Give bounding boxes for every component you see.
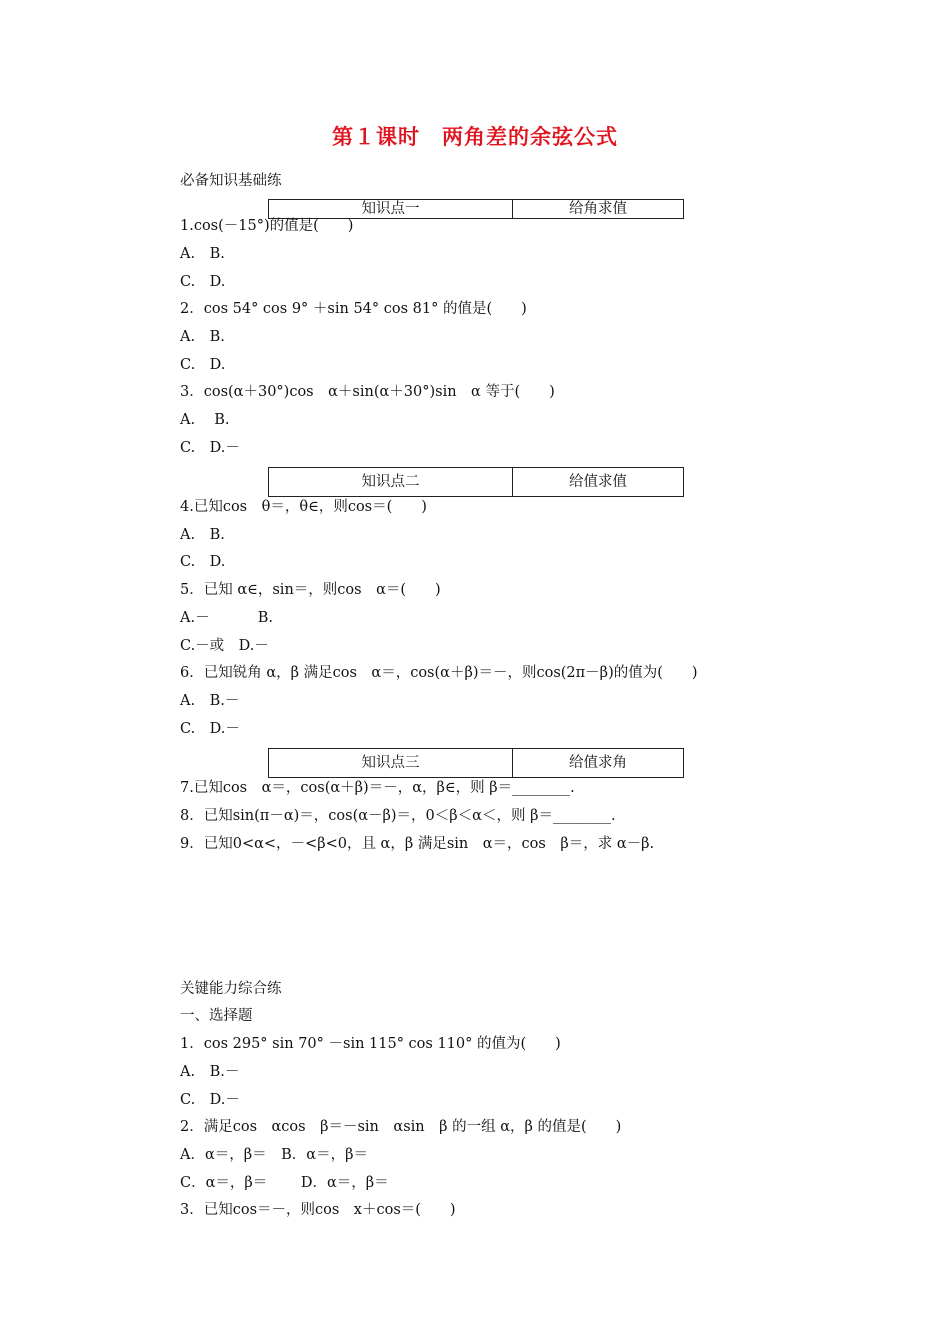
- question-5: 5．已知 α∈，sin＝，则cos α＝( ): [180, 582, 441, 598]
- knowledge-point-label: 知识点一: [269, 200, 513, 218]
- page-title: 第１课时 两角差的余弦公式: [332, 124, 618, 149]
- question-6-options-ab: A. B.－: [180, 693, 240, 709]
- question-6: 6．已知锐角 α，β 满足cos α＝，cos(α＋β)＝－，则cos(2π－β)的值为( ): [180, 665, 698, 681]
- knowledge-point-topic: 给值求角: [569, 755, 627, 771]
- question-1-options-cd: C. D.: [180, 274, 226, 290]
- question-6-options-cd: C. D.－: [180, 721, 240, 737]
- exercise-1: 1．cos 295° sin 70° －sin 115° cos 110° 的值为( ): [180, 1036, 561, 1052]
- part-heading-choice: 一、选择题: [180, 1008, 253, 1024]
- section-heading-basic: 必备知识基础练: [180, 173, 282, 189]
- knowledge-point-2: [268, 467, 684, 497]
- question-4-options-cd: C. D.: [180, 554, 226, 570]
- exercise-1-options-ab: A. B.－: [180, 1064, 240, 1080]
- knowledge-point-3: [268, 748, 684, 778]
- question-7: 7.已知cos α＝，cos(α＋β)＝－，α，β∈，则 β＝________.: [180, 780, 575, 796]
- exercise-2-options-ab: A．α＝，β＝ B．α＝，β＝: [180, 1147, 368, 1163]
- knowledge-point-label: 知识点三: [269, 749, 513, 777]
- question-2-options-cd: C. D.: [180, 357, 226, 373]
- exercise-3: 3．已知cos＝－，则cos x＋cos＝( ): [180, 1202, 456, 1218]
- exercise-2: 2．满足cos αcos β＝－sin αsin β 的一组 α，β 的值是( ): [180, 1119, 622, 1135]
- question-4-options-ab: A. B.: [180, 527, 225, 543]
- exercise-1-options-cd: C. D.－: [180, 1092, 240, 1108]
- question-2: 2．cos 54° cos 9° ＋sin 54° cos 81° 的值是( ): [180, 301, 527, 317]
- section-heading-ability: 关键能力综合练: [180, 981, 282, 997]
- question-9: 9．已知0<α<，－<β<0，且 α，β 满足sin α＝，cos β＝，求 α－β.: [180, 836, 655, 852]
- knowledge-point-topic: 给值求值: [569, 474, 627, 490]
- question-5-options-cd: C.－或 D.－: [180, 638, 269, 654]
- knowledge-point-topic: 给角求值: [569, 201, 627, 217]
- question-5-options-ab: A.－ B.: [180, 610, 273, 626]
- exercise-2-options-cd: C．α＝，β＝ D．α＝，β＝: [180, 1175, 389, 1191]
- question-8: 8．已知sin(π－α)＝，cos(α－β)＝，0＜β＜α＜，则 β＝________.: [180, 808, 616, 824]
- question-3-options-cd: C. D.－: [180, 440, 240, 456]
- question-3: 3．cos(α＋30°)cos α＋sin(α＋30°)sin α 等于( ): [180, 384, 555, 400]
- question-3-options-ab: A. B.: [180, 412, 230, 428]
- question-1-options-ab: A. B.: [180, 246, 225, 262]
- question-2-options-ab: A. B.: [180, 329, 225, 345]
- question-4: 4.已知cos θ＝，θ∈，则cos＝( ): [180, 499, 427, 515]
- question-1: 1.cos(－15°)的值是( ): [180, 218, 354, 234]
- knowledge-point-label: 知识点二: [269, 468, 513, 496]
